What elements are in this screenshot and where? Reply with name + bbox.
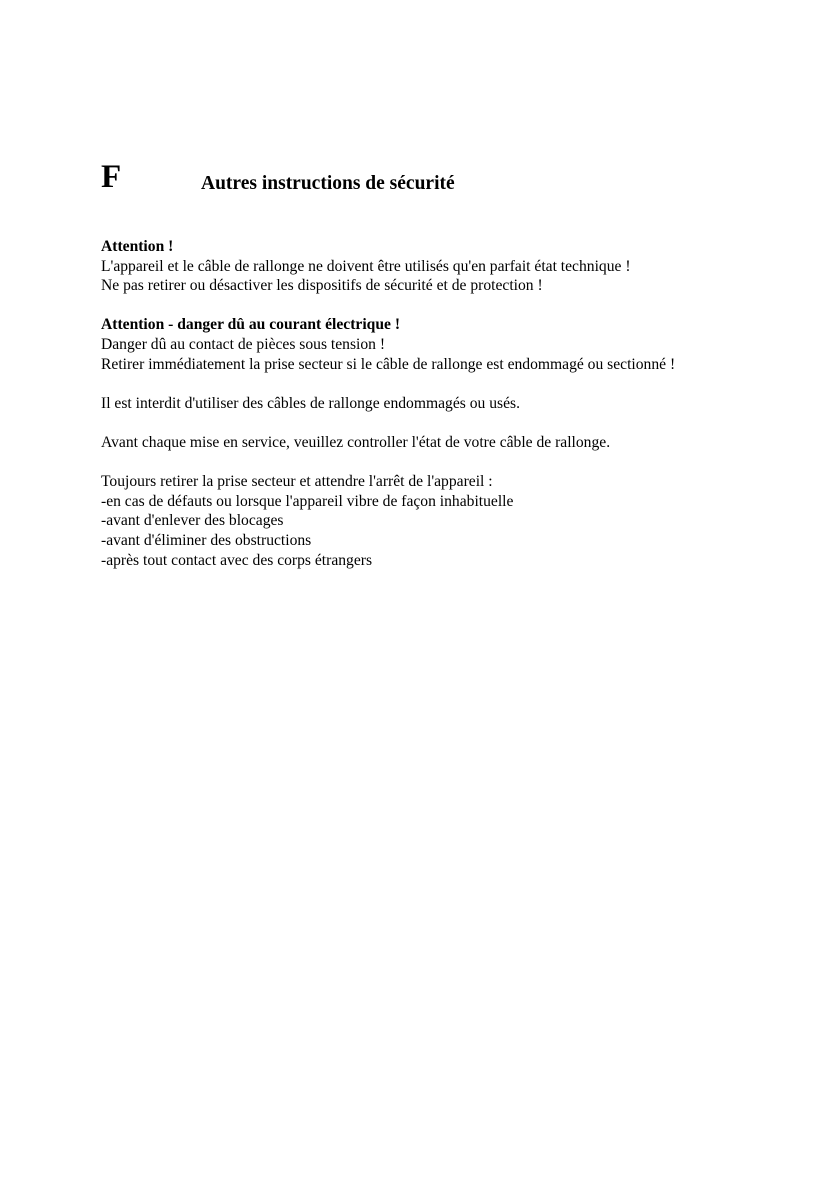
body-line: Danger dû au contact de pièces sous tension ! <box>101 335 386 353</box>
body-line: L'appareil et le câble de rallonge ne doivent être utilisés qu'en parfait état technique ! <box>101 257 631 275</box>
section-unplug <box>101 472 781 570</box>
document-body <box>101 237 781 590</box>
section-heading: Attention ! <box>101 238 174 255</box>
body-line: Retirer immédiatement la prise secteur si le câble de rallonge est endommagé ou sectionné ! <box>101 355 676 373</box>
body-line: Avant chaque mise en service, veuillez controller l'état de votre câble de rallonge. <box>101 433 611 451</box>
list-item: -en cas de défauts ou lorsque l'appareil vibre de façon inhabituelle <box>101 492 514 510</box>
section-check-cable <box>101 433 781 453</box>
body-line: Toujours retirer la prise secteur et attendre l'arrêt de l'appareil : <box>101 473 493 491</box>
section-electrical-danger <box>101 315 781 374</box>
section-heading: Attention - danger dû au courant électrique ! <box>101 316 401 334</box>
language-letter: F <box>101 159 122 195</box>
page-title: Autres instructions de sécurité <box>201 173 455 194</box>
list-item: -avant d'éliminer des obstructions <box>101 531 312 549</box>
body-line: Ne pas retirer ou désactiver les dispositifs de sécurité et de protection ! <box>101 277 543 295</box>
body-line: Il est interdit d'utiliser des câbles de rallonge endommagés ou usés. <box>101 394 520 412</box>
list-item: -après tout contact avec des corps étrangers <box>101 551 373 569</box>
section-attention <box>101 237 781 296</box>
list-item: -avant d'enlever des blocages <box>101 512 284 530</box>
section-damaged-cables <box>101 394 781 414</box>
